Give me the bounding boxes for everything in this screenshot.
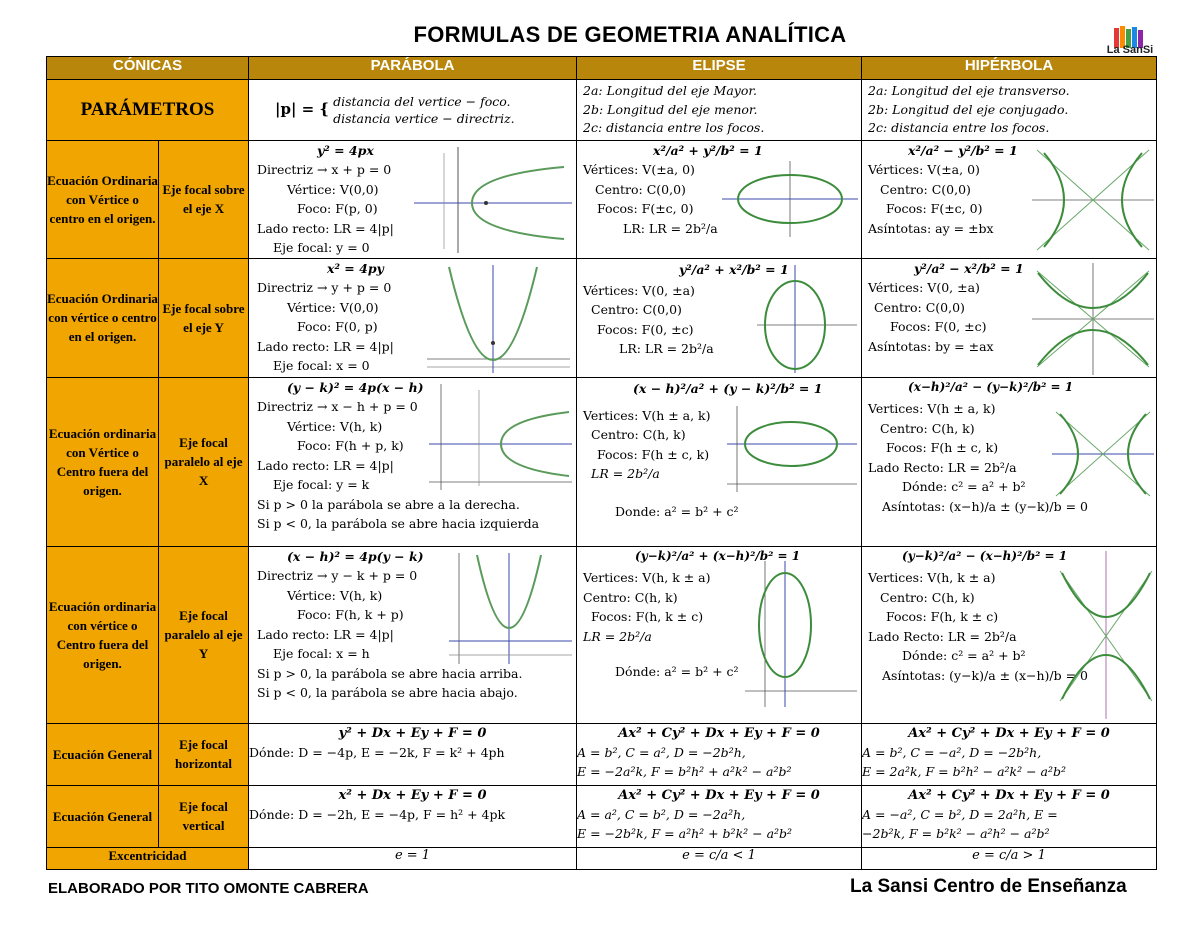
row-label: Ecuación Ordinaria con Vértice o centro en el origen. [47,140,159,258]
p-def-2: distancia vertice − directriz. [333,110,515,126]
formula-line: Ax² + Cy² + Dx + Ey + F = 0 [908,787,1110,803]
parabola-cell [249,377,577,546]
formula-line: LR = 2b²/a [583,628,652,644]
hiperbola-cell [862,723,1157,785]
formula-line: A = b², C = a², D = −2b²h, [577,744,746,760]
formula-line: Dónde: D = −2h, E = −4p, F = h² + 4pk [249,806,506,822]
formula-line: Centro: C(0,0) [591,302,682,317]
formula-line: Donde: a² = b² + c² [615,503,739,519]
elipse-cell [577,258,862,377]
row-offset-x [47,377,1157,546]
header-elipse: ELIPSE [577,57,862,80]
formula-line: Dónde: c² = a² + b² [902,479,1026,494]
ellipse-horizontal-offset-plot [727,404,859,494]
hyperbola-vertical-plot [1032,263,1154,375]
formula-line: −2b²k, F = b²k² − a²h² − a²b² [862,825,1050,841]
formula-line: LR: LR = 2b²/a [623,220,718,236]
formula-line: Lado recto: LR = 4|p| [257,220,394,236]
formula-line: Centro: C(h, k) [880,420,975,436]
formula-line: Vértices: V(±a, 0) [868,162,980,177]
formula-line: Vértice: V(0,0) [287,181,379,197]
formula-line: Si p < 0, la parábola se abre hacia izquierda [257,516,540,531]
formula-line: x²/a² + y²/b² = 1 [653,142,763,158]
header-row [47,57,1157,80]
params-label: PARÁMETROS [47,80,249,141]
formula-table [46,56,1157,870]
formula-line: Centro: C(h, k) [591,427,686,442]
header-parabola: PARÁBOLA [249,57,577,80]
row-label: Ecuación General [47,723,159,785]
formula-line: Asíntotas: (y−k)/a ± (x−h)/b = 0 [882,667,1088,683]
formula-line: Lado Recto: LR = 2b²/a [868,459,1017,475]
formula-line: Eje focal: y = k [273,477,370,492]
axis-label: Eje focal sobre el eje X [159,140,249,258]
row-origin-y [47,258,1157,377]
ecc-hiperbola: e = c/a > 1 [862,847,1157,869]
param-line: 2c: distancia entre los focos. [583,120,765,135]
row-origin-x [47,140,1157,258]
param-line: 2b: Longitud del eje conjugado. [868,101,1069,117]
formula-line: Vértice: V(0,0) [287,299,379,315]
formula-line: Vértices: V(0, ±a) [868,280,980,295]
p-def-1: distancia del vertice − foco. [333,93,511,109]
axis-label: Eje focal vertical [159,785,249,847]
formula-line: Foco: F(h, k + p) [297,607,404,622]
formula-line: Dónde: D = −4p, E = −2k, F = k² + 4ph [249,744,505,760]
params-parabola [249,80,577,141]
formula-line: Dónde: a² = b² + c² [615,664,739,679]
axis-label: Eje focal paralelo al eje Y [159,546,249,723]
hyperbola-horizontal-offset-plot [1052,404,1154,504]
page-title: FORMULAS DE GEOMETRIA ANALÍTICA [413,22,847,47]
param-line: 2c: distancia entre los focos. [868,120,1050,135]
formula-line: A = a², C = b², D = −2a²h, [577,806,746,822]
formula-line: A = −a², C = b², D = 2a²h, E = [862,806,1058,822]
p-symbol: |p| = { [275,100,330,118]
formula-line: Focos: F(0, ±c) [597,321,694,337]
parabola-up-offset-plot [449,551,574,666]
formula-line: Eje focal: y = 0 [273,240,370,255]
formula-line: E = −2b²k, F = a²h² + b²k² − a²b² [577,825,793,841]
formula-line: E = 2a²k, F = b²h² − a²k² − a²b² [862,763,1067,779]
formula-line: Vértices: V(±a, 0) [583,162,695,177]
formula-line: Vertices: V(h ± a, k) [868,401,996,416]
formula-line: (x − h)² = 4p(y − k) [287,548,424,564]
ellipse-vertical-offset-plot [745,559,859,709]
row-label: Ecuación ordinaria con Vértice o Centro fuera del origen. [47,377,159,546]
formula-line: LR: LR = 2b²/a [619,341,714,356]
formula-line: Si p < 0, la parábola se abre hacia abajo. [257,685,518,700]
formula-line: Lado recto: LR = 4|p| [257,338,394,354]
formula-line: Vértice: V(h, k) [287,587,383,603]
formula-line: Ax² + Cy² + Dx + Ey + F = 0 [618,787,820,803]
formula-line: (y−k)²/a² + (x−h)²/b² = 1 [635,548,801,563]
axis-label: Eje focal sobre el eje Y [159,258,249,377]
formula-line: Lado recto: LR = 4|p| [257,626,394,642]
param-line: 2a: Longitud del eje transverso. [868,83,1070,98]
ecc-label: Excentricidad [47,847,249,869]
formula-line: Directriz → x − h + p = 0 [257,399,418,414]
hiperbola-cell [862,546,1157,723]
formula-line: x²/a² − y²/b² = 1 [908,142,1018,158]
formula-line: Directriz → x + p = 0 [257,162,392,177]
row-general-vertical [47,785,1157,847]
formula-line: y² = 4px [317,142,374,158]
formula-line: Centro: C(0,0) [880,181,971,197]
params-elipse [577,80,862,141]
formula-line: Foco: F(h + p, k) [297,438,404,453]
parabola-right-offset-plot [429,382,574,492]
hyperbola-horizontal-plot [1032,145,1154,255]
header-hiperbola: HIPÉRBOLA [862,57,1157,80]
formula-line: Ax² + Cy² + Dx + Ey + F = 0 [908,725,1110,741]
logo-text: La SanSi [1106,44,1154,56]
formula-line: Directriz → y + p = 0 [257,280,392,295]
parabola-cell [249,258,577,377]
params-row [47,80,1157,141]
row-label: Ecuación General [47,785,159,847]
formula-line: Lado Recto: LR = 2b²/a [868,628,1017,644]
parabola-cell [249,785,577,847]
formula-line: Focos: F(h ± c, k) [597,446,710,462]
formula-line: Eje focal: x = h [273,646,370,661]
formula-line: y²/a² + x²/b² = 1 [679,261,789,277]
parabola-cell [249,546,577,723]
elipse-cell [577,785,862,847]
param-line: 2b: Longitud del eje menor. [583,101,758,117]
formula-line: x² = 4py [327,260,384,276]
formula-line: Dónde: c² = a² + b² [902,648,1026,663]
formula-line: A = b², C = −a², D = −2b²h, [862,744,1042,760]
formula-line: (x − h)²/a² + (y − k)²/b² = 1 [633,380,823,396]
hiperbola-cell [862,258,1157,377]
formula-line: Focos: F(h, k ± c) [886,609,999,624]
formula-line: y²/a² − x²/b² = 1 [914,260,1024,276]
formula-line: Focos: F(±c, 0) [886,201,983,216]
formula-line: (x−h)²/a² − (y−k)²/b² = 1 [908,379,1074,394]
header-conicas: CÓNICAS [47,57,249,80]
formula-line: E = −2a²k, F = b²h² + a²k² − a²b² [577,763,792,779]
formula-line: Focos: F(h ± c, k) [886,440,999,455]
formula-line: Vértices: V(0, ±a) [583,282,695,298]
hiperbola-cell [862,140,1157,258]
row-offset-y [47,546,1157,723]
row-label: Ecuación ordinaria con vértice o Centro fuera del origen. [47,546,159,723]
params-hiperbola [862,80,1157,141]
formula-line: LR = 2b²/a [591,466,660,481]
formula-line: Ax² + Cy² + Dx + Ey + F = 0 [618,725,820,741]
formula-line: Focos: F(±c, 0) [597,201,694,216]
parabola-up-plot [427,263,572,375]
elipse-cell [577,546,862,723]
param-line: 2a: Longitud del eje Mayor. [583,83,757,98]
axis-label: Eje focal horizontal [159,723,249,785]
footer-author: ELABORADO POR TITO OMONTE CABRERA [48,880,369,897]
formula-line: Asíntotas: (x−h)/a ± (y−k)/b = 0 [882,498,1088,514]
parabola-right-plot [414,145,574,255]
formula-line: Lado recto: LR = 4|p| [257,457,394,473]
row-excentricidad [47,847,1157,869]
hiperbola-cell [862,785,1157,847]
footer-brand: La Sansi Centro de Enseñanza [850,876,1127,897]
hyperbola-vertical-offset-plot [1058,551,1154,719]
hiperbola-cell [862,377,1157,546]
ecc-elipse: e = c/a < 1 [577,847,862,869]
formula-line: Vertices: V(h, k ± a) [583,570,711,585]
formula-line: Centro: C(0,0) [595,181,686,197]
ellipse-vertical-plot [757,263,859,375]
elipse-cell [577,377,862,546]
elipse-cell [577,140,862,258]
formula-line: Focos: F(0, ±c) [890,319,987,334]
formula-line: Directriz → y − k + p = 0 [257,568,418,583]
formula-line: Vertices: V(h ± a, k) [583,407,711,423]
parabola-cell [249,140,577,258]
formula-line: Foco: F(p, 0) [297,201,378,216]
formula-line: Centro: C(0,0) [874,299,965,315]
formula-line: Centro: C(h, k) [583,589,678,605]
formula-line: (y−k)²/a² − (x−h)²/b² = 1 [902,548,1068,563]
formula-line: y² + Dx + Ey + F = 0 [338,725,487,741]
formula-line: (y − k)² = 4p(x − h) [287,379,424,395]
row-label: Ecuación Ordinaria con vértice o centro en el origen. [47,258,159,377]
formula-line: Focos: F(h, k ± c) [591,609,704,624]
ecc-parabola: e = 1 [249,847,577,869]
row-general-horizontal [47,723,1157,785]
ellipse-horizontal-plot [722,159,860,239]
parabola-cell [249,723,577,785]
formula-line: x² + Dx + Ey + F = 0 [338,787,487,803]
formula-line: Centro: C(h, k) [880,589,975,605]
formula-line: Si p > 0, la parábola se abre hacia arriba. [257,665,523,681]
elipse-cell [577,723,862,785]
formula-line: Eje focal: x = 0 [273,358,370,373]
axis-label: Eje focal paralelo al eje X [159,377,249,546]
formula-line: Vértice: V(h, k) [287,418,383,434]
formula-line: Foco: F(0, p) [297,319,378,334]
formula-line: Asíntotas: ay = ±bx [868,220,994,236]
formula-line: Vertices: V(h, k ± a) [868,570,996,585]
formula-line: Si p > 0 la parábola se abre a la derecha. [257,496,520,512]
formula-line: Asíntotas: by = ±ax [868,338,994,354]
